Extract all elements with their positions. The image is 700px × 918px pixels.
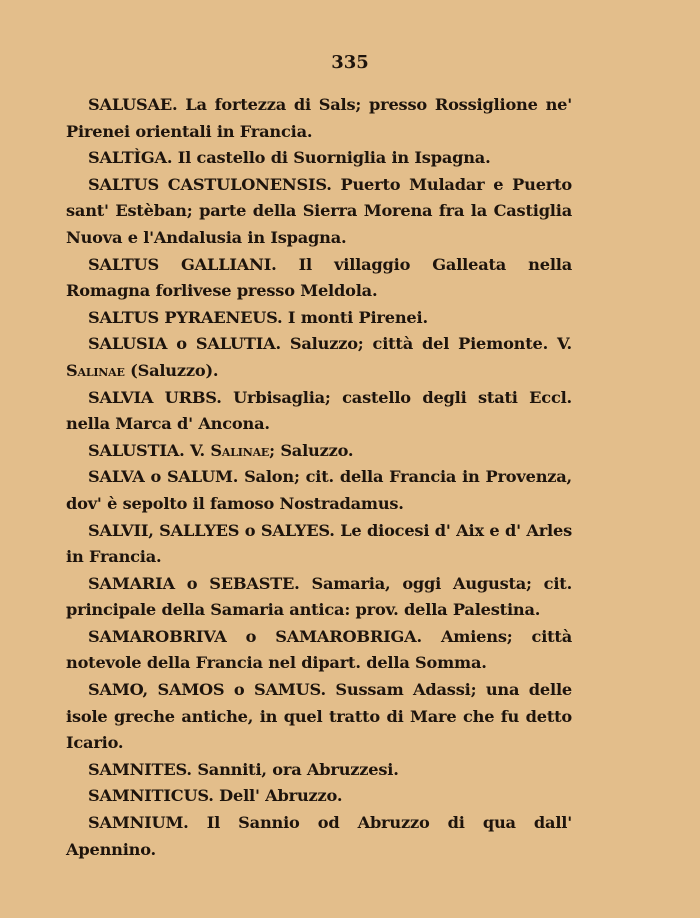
entry-text: Samaria, oggi Augusta; cit. principale della Samaria antica: prov. della Palestina. (66, 573, 573, 620)
entry-text: Salon; cit. della Francia in Provenza, dov' è sepolto il famoso Nostradamus. (66, 467, 572, 513)
entry-text-tail: ; Saluzzo. (269, 440, 354, 460)
entry-headword: SAMNIUM. (88, 813, 189, 833)
entry-headword: SALTUS CASTULONENSIS. (88, 174, 332, 194)
entry-headword: SALVII, SALLYES o SALYES. (88, 520, 335, 540)
entry-headword: SALVA o SALUM. (88, 467, 239, 487)
gazetteer-entries (66, 92, 572, 863)
entry-text: Sanniti, ora Abruzzesi. (197, 759, 399, 779)
entry-headword: SALUSAE. (88, 95, 178, 114)
entry (66, 464, 572, 517)
entry-headword: SALUSTIA. (88, 440, 185, 460)
entry-headword: SALUSIA o SALUTIA. (88, 334, 281, 354)
entry-headword: SALTÌGA. (88, 148, 173, 168)
entry-headword: SAMARIA o SEBASTE. (88, 573, 300, 593)
entry-text: Saluzzo; città del Piemonte. V. (289, 334, 572, 354)
entry-text: Amiens; città notevole della Francia nel dipart. della Somma. (66, 626, 573, 673)
entry-text: Il villaggio Galleata nella Romagna forlivese presso Meldola. (66, 254, 573, 301)
entry-text-tail: (Saluzzo). (130, 360, 219, 380)
entry (66, 252, 572, 305)
entry-text: Il Sannio od Abruzzo di qua dall' Apennino. (66, 813, 572, 859)
entry (66, 757, 572, 784)
entry (66, 331, 572, 384)
entry (66, 677, 572, 757)
entry-headword: SAMNITICUS. (88, 786, 214, 806)
entry (66, 518, 572, 571)
page-number: 335 (331, 52, 369, 73)
entry-text: V. (190, 440, 205, 460)
cross-reference: Salinae (210, 440, 270, 460)
entry-text: Sussam Adassi; una delle isole greche antiche, in quel tratto di Mare che fu detto Icario. (66, 680, 573, 753)
entry-headword: SALTUS GALLIANI. (88, 254, 277, 274)
entry-headword: SAMNITES. (88, 759, 192, 779)
entry-headword: SALVIA URBS. (88, 387, 222, 407)
entry-headword: SALTUS PYRAENEUS. (88, 307, 283, 327)
entry (66, 571, 572, 624)
entry-text: Il castello di Suorniglia in Ispagna. (177, 148, 491, 168)
entry (66, 305, 572, 332)
entry-headword: SAMAROBRIVA o SAMAROBRIGA. (88, 626, 422, 646)
entry-text: Puerto Muladar e Puerto sant' Estèban; parte della Sierra Morena fra la Castiglia Nuova e l'Andalusia in Ispagna. (66, 174, 572, 247)
entry (66, 172, 572, 252)
entry (66, 624, 572, 677)
entry-text: La fortezza di Sals; presso Rossiglione ne' Pirenei orientali in Francia. (66, 95, 572, 141)
entry-text: I monti Pirenei. (287, 307, 428, 327)
entry-text: Dell' Abruzzo. (219, 786, 343, 806)
entry (66, 385, 572, 438)
entry (66, 783, 572, 810)
entry-text: Le diocesi d' Aix e d' Arles in Francia. (66, 520, 573, 567)
entry (66, 145, 572, 172)
entry (66, 92, 572, 145)
cross-reference: Salinae (66, 360, 125, 380)
entry-text: Urbisaglia; castello degli stati Eccl. nella Marca d' Ancona. (66, 387, 572, 434)
entry-headword: SAMO, SAMOS o SAMUS. (88, 680, 326, 700)
entry (66, 810, 572, 863)
entry (66, 438, 572, 465)
